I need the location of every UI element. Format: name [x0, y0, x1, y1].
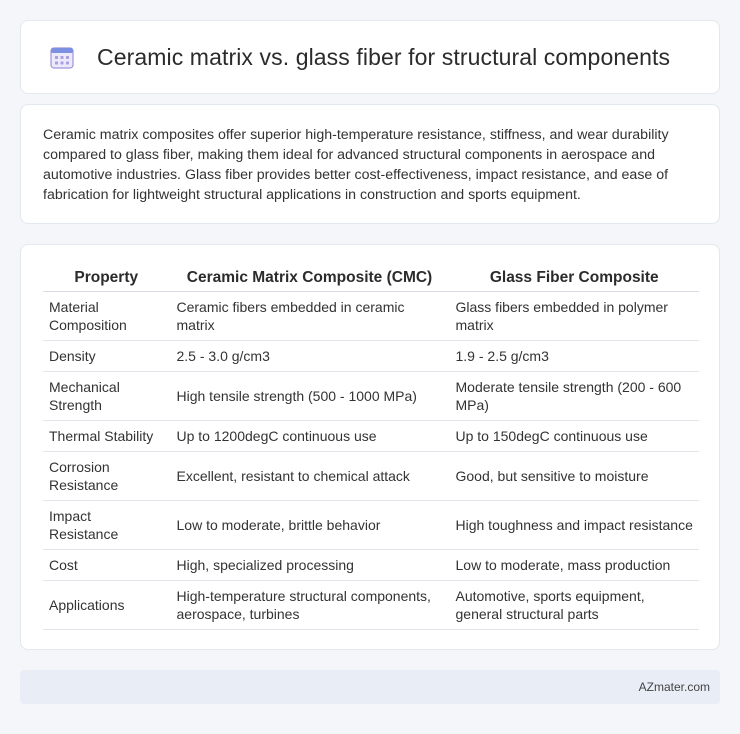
table-row	[43, 549, 699, 580]
glass-fiber-cell: Automotive, sports equipment, general structural parts	[449, 580, 699, 629]
table-row	[43, 340, 699, 371]
cmc-cell: Excellent, resistant to chemical attack	[170, 451, 449, 500]
table-row	[43, 371, 699, 420]
summary-card	[20, 104, 720, 224]
property-cell: Mechanical Strength	[43, 371, 170, 420]
glass-fiber-cell: Up to 150degC continuous use	[449, 420, 699, 451]
cmc-cell: Up to 1200degC continuous use	[170, 420, 449, 451]
cmc-cell: High-temperature structural components, aerospace, turbines	[170, 580, 449, 629]
cmc-cell: High, specialized processing	[170, 549, 449, 580]
glass-fiber-cell: High toughness and impact resistance	[449, 500, 699, 549]
property-cell: Density	[43, 340, 170, 371]
cmc-cell: Ceramic fibers embedded in ceramic matrix	[170, 291, 449, 340]
property-cell: Thermal Stability	[43, 420, 170, 451]
cmc-cell: High tensile strength (500 - 1000 MPa)	[170, 371, 449, 420]
cmc-cell: 2.5 - 3.0 g/cm3	[170, 340, 449, 371]
table-header-row	[43, 265, 699, 291]
header-card	[20, 20, 720, 94]
table-row	[43, 580, 699, 629]
page-title: Ceramic matrix vs. glass fiber for structural components	[97, 43, 671, 70]
glass-fiber-cell: Good, but sensitive to moisture	[449, 451, 699, 500]
table-row	[43, 451, 699, 500]
table-row	[43, 500, 699, 549]
comparison-table	[43, 265, 699, 630]
cmc-cell: Low to moderate, brittle behavior	[170, 500, 449, 549]
header-property: Property	[43, 265, 170, 291]
glass-fiber-cell: Low to moderate, mass production	[449, 549, 699, 580]
header-glass-fiber: Glass Fiber Composite	[449, 265, 699, 291]
property-cell: Applications	[43, 580, 170, 629]
glass-fiber-cell: 1.9 - 2.5 g/cm3	[449, 340, 699, 371]
table-row	[43, 420, 699, 451]
property-cell: Cost	[43, 549, 170, 580]
header-cmc: Ceramic Matrix Composite (CMC)	[170, 265, 449, 291]
glass-fiber-cell: Moderate tensile strength (200 - 600 MPa)	[449, 371, 699, 420]
property-cell: Material Composition	[43, 291, 170, 340]
summary-text: Ceramic matrix composites offer superior high-temperature resistance, stiffness, and wear durability compared to glass fiber, making them ideal for advanced structural components in aerospace and automotive industries. Glass fiber provides better cost-effectiveness, impact resistance, and ease of fabrication for lightweight structural applications in construction and sports equipment.	[43, 127, 669, 203]
glass-fiber-cell: Glass fibers embedded in polymer matrix	[449, 291, 699, 340]
calendar-icon	[47, 42, 77, 72]
property-cell: Corrosion Resistance	[43, 451, 170, 500]
table-row	[43, 291, 699, 340]
property-cell: Impact Resistance	[43, 500, 170, 549]
footer-site-link[interactable]: AZmater.com	[638, 680, 710, 694]
comparison-card	[20, 244, 720, 650]
footer	[20, 670, 720, 704]
